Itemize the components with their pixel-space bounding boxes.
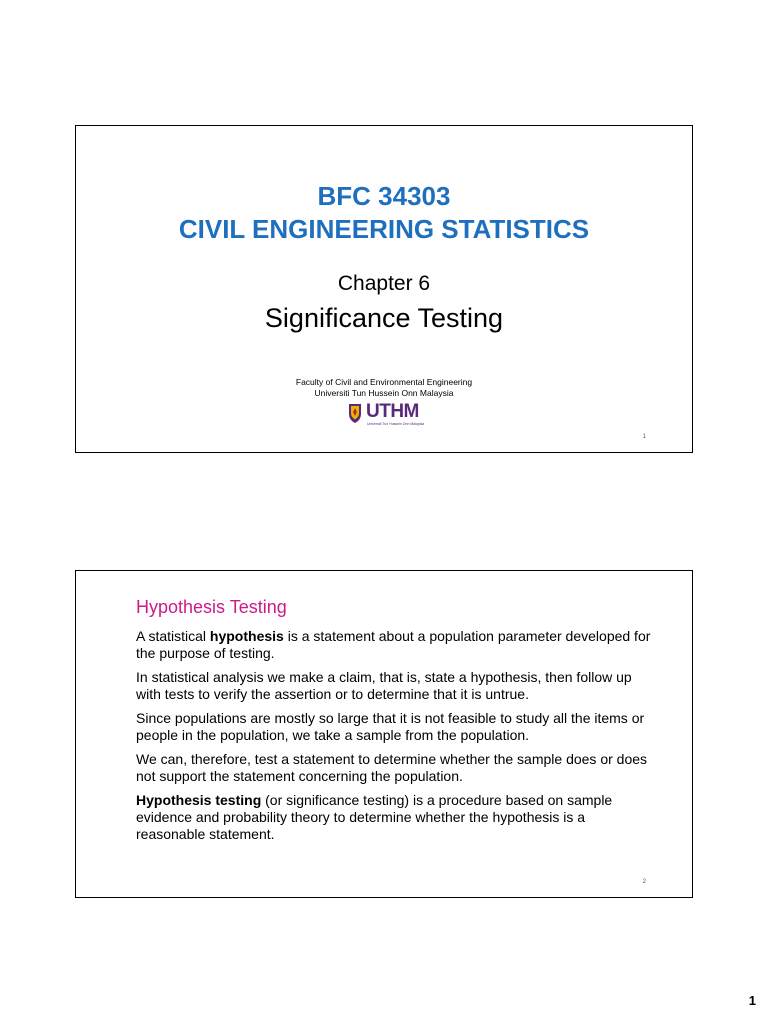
slide-number: 2 bbox=[642, 879, 646, 885]
paragraph-procedure bbox=[136, 792, 656, 843]
slide-body bbox=[136, 628, 656, 850]
logo-wordmark: UTHM bbox=[366, 401, 419, 422]
faculty-info bbox=[76, 377, 692, 399]
paragraph-definition bbox=[136, 628, 656, 662]
page-number: 1 bbox=[748, 993, 756, 1008]
uthm-logo bbox=[347, 402, 437, 428]
bold-term: Hypothesis testing bbox=[136, 792, 262, 808]
text-run: is a statement about a population parameter developed for the purpose of testing. bbox=[136, 628, 651, 661]
slide-number: 1 bbox=[642, 434, 646, 440]
uthm-crest-icon bbox=[347, 402, 363, 424]
paragraph-sampling: Since populations are mostly so large that it is not feasible to study all the items or people in the population, we take a sample from the population. bbox=[136, 710, 645, 743]
course-title: CIVIL ENGINEERING STATISTICS bbox=[178, 214, 590, 244]
topic-title: Significance Testing bbox=[264, 303, 504, 333]
slide-1 bbox=[75, 125, 693, 453]
slide-2 bbox=[75, 570, 693, 898]
paragraph-claim: In statistical analysis we make a claim, that is, state a hypothesis, then follow up with tests to verify the assertion or to determine that it is untrue. bbox=[136, 669, 632, 702]
text-run: A statistical bbox=[136, 628, 210, 644]
university-name: Universiti Tun Hussein Onn Malaysia bbox=[314, 388, 454, 398]
text-run: (or significance testing) is a procedure based on sample evidence and probability theory to determine whether the hypothesis is a reasonable statement. bbox=[136, 792, 613, 842]
logo-tagline: Universiti Tun Hussein Onn Malaysia bbox=[367, 422, 425, 426]
slide-heading: Hypothesis Testing bbox=[136, 597, 287, 617]
course-code: BFC 34303 bbox=[317, 181, 451, 211]
chapter-label: Chapter 6 bbox=[337, 272, 431, 295]
bold-term: hypothesis bbox=[209, 628, 284, 644]
paragraph-test: We can, therefore, test a statement to determine whether the sample does or does not support the statement concerning the population. bbox=[136, 751, 648, 784]
faculty-name: Faculty of Civil and Environmental Engineering bbox=[295, 377, 473, 387]
